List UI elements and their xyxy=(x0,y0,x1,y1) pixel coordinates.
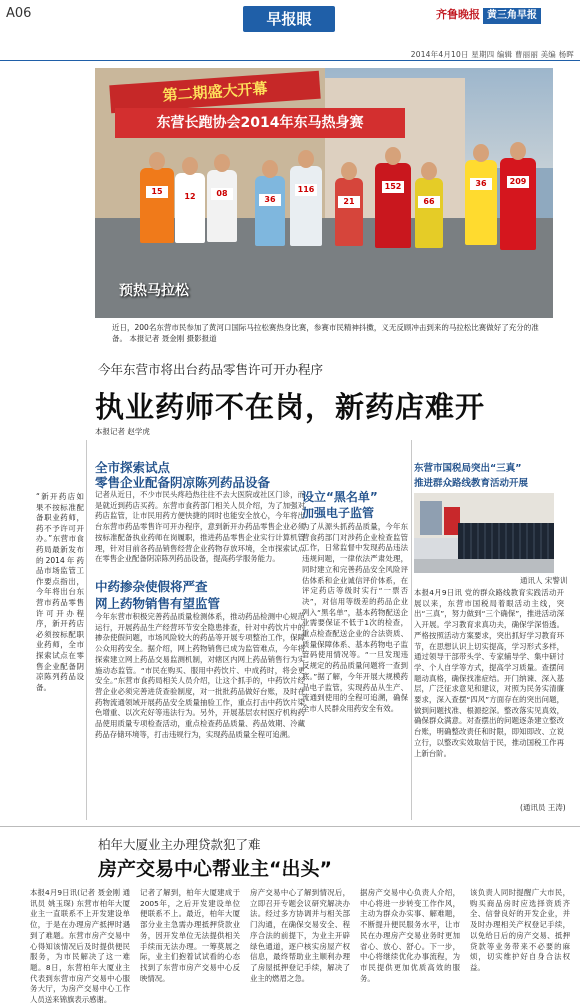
article3-columns xyxy=(30,888,575,1005)
article3-headline: 房产交易中心帮业主“出头” xyxy=(98,858,332,880)
photo-caption: 近日，200名东营市民参加了黄河口国际马拉松赛热身比赛，参赛市民精神抖擞，义无反顾冲击到来的马拉松比赛做好了充分的准备。 本报记者 聂金刚 摄影报道 xyxy=(112,323,539,343)
photo-overlay-caption: 预热马拉松 xyxy=(119,283,189,299)
section-divider xyxy=(0,826,580,827)
article3-column: 房产交易中心了解到情况后，立即召开专题会议研究解决办法。经过多方协调并与相关部门沟通，在确保交易安全、程序合法的前提下，为业主开辟绿色通道，逐户核实房屋产权信息，最终帮助业主顺利办理了房屋抵押登记手续，解决了业主的燃眉之急。 xyxy=(250,888,350,983)
article2-text: 本报4月9日讯 党的群众路线教育实践活动开展以来，东营市国税局着眼活动主线，突出“三真”，努力做到“三个确保”，推进活动深入开展。学习教育求真功夫，确保学深悟透。严格按照活动方案要求，突出抓好学习教育环节，在思想认识上切实提高，学习形式多样，通过领导干部带头学、专家辅导学、集中研讨学、个人自学等方式，提高学习质量。查摆问题动真格，确保找准症结。开门纳谏、深入基层，广泛征求意见和建议，对照为民务实清廉要求，深入查摆“四风”方面存在的突出问题，做到问题找准、根源挖深。整改落实见真效，确保群众满意。对查摆出的问题逐条建立整改台账，明确整改责任和时限，即知即改、立说立行，以整改实效取信于民，推动国税工作再上新台阶。 xyxy=(414,588,564,758)
photo-banner-main: 东营长跑协会2014年东马热身赛 xyxy=(115,108,405,138)
article1-subhead: 零售企业配备阴凉陈列药品设备 xyxy=(95,475,271,490)
photo-banner-small: 第二期盛大开幕 xyxy=(109,71,320,114)
article2-subhead: 东营市国税局突出“三真” xyxy=(414,463,522,474)
article3-column: 据房产交易中心负责人介绍，中心将进一步转变工作作风，主动为群众办实事、解难题，不断提升便民服务水平，让市民在办理房产交易业务时更加省心、放心、舒心。下一步，中心将继续优化办事流程，为市民提供更加优质高效的服务。 xyxy=(360,888,460,983)
article1-text: 今年东营市积极完善药品质量检测体系，推动药品检测中心规范运行，开展药品生产经营环节安全隐患排查，针对中药饮片中的掺杂使假问题，市场风险较大的药品等开展专项整治工作，保障公众用药安全。据介绍，网上药物销售已成为监管难点，今年将探索建立网上药品交易监测机制，对辖区内网上药品销售行为实施动态监管。“市民在购买、服用中药饮片、中成药时，将会更安全。”东营市食药局相关人员介绍，让这个抓手的，中药饮片经营企业必须完善进货查验制度，对一批批药品做好台账，及时在药物流通领域开展药品安全质量抽验工作，重点打击中药饮片染色增重、以次充好等违法行为。另外，开展基层农村医疗机构药品使用质量专项检查活动，重点检查药品质量、药品效期、冷藏药品存储环境等，打击违规行为，实现药品质量全程可追溯。 xyxy=(95,612,305,739)
article3-kicker: 柏年大厦业主办理贷款犯了难 xyxy=(98,837,261,852)
article1-sidebar-summary: “新开药店如果不按标准配备职业药师，药不予许可开办。”东营市食药局最新发布的2014年药品市场监管工作要点指出，今年将出台东营市药品零售许可开办程序，新开药店必须按标配职业药师，全市探索试点在零售企业配备阴凉陈列药品设备。 xyxy=(36,492,84,692)
article1-subhead: 加强电子监管 xyxy=(302,506,375,520)
article3-column: 该负责人同时提醒广大市民，购买商品房时应选择资质齐全、信誉良好的开发企业，并及时办理相关产权登记手续，以免给日后的房产交易、抵押贷款等业务带来不必要的麻烦，切实维护好自身合法权益。 xyxy=(470,888,570,972)
page-number: A06 xyxy=(6,6,32,21)
meeting-photo xyxy=(414,493,554,573)
article2-signature: (通讯员 王涛) xyxy=(520,803,566,812)
article3-column: 记者了解到，柏年大厦建成于2005年，之后开发建设单位便联系不上。最近，柏年大厦部分业主急需办理抵押贷款业务，因开发单位无法提供相关手续而无法办理。一筹莫展之际，业主们抱着试试看的心态找到了东营市房产交易中心反映情况。 xyxy=(140,888,240,983)
header-rule xyxy=(0,60,580,61)
article1-text: 为了从源头抓药品质量，今年东营食药部门对涉药企业检查监管工作，日常监督中发现药品违法违规问题，一律依法严肃处理，同时建立和完善药品安全风险评估体系和企业诚信评价体系，在评定药店等级时实行“一票否决”，对信用等级差的药品企业列入“黑名单”，基本药物配送企业需要保证不低于1次的检查，重点检查配送企业的合法资质、质量保障体系、基本药物电子监管码使用情况等。“一旦发现违反规定的药品质量问题将一查到底。”据了解，今年开展大规模药品电子监管，实现药品从生产、流通到使用的全程可追溯，确保全市人民群众用药安全有效。 xyxy=(302,522,408,713)
photo-credit: 通讯人 宋警训 xyxy=(520,576,568,585)
section-title: 早报眼 xyxy=(243,6,335,32)
column-divider xyxy=(86,440,87,820)
newspaper-logo xyxy=(436,6,576,24)
article3-column: 本报4月9日讯(记者 聂金刚 通讯员 姚玉琛) 东营市柏年大厦业主一直联系不上开发建设单位，于是在办理房产抵押时遇到了难题。东营市房产交易中心得知该情况后及时提供便民服务，为市民解决了这一难题。8日，东营柏年大厦业主代表到东营市房产交易中心服务大厅，为房产交易中心工作人员送来锦旗表示感谢。 xyxy=(30,888,130,1005)
date-editor-line: 2014年4月10日 星期四 编辑 曹丽丽 美编 杨晖 xyxy=(410,50,574,59)
article1-byline: 本报记者 赵学虎 xyxy=(95,427,150,436)
article1-subhead: 中药掺杂使假将严查 xyxy=(95,579,208,594)
article1-subhead: 设立“黑名单” xyxy=(302,490,378,504)
article1-kicker: 今年东营市将出台药品零售许可开办程序 xyxy=(98,362,324,377)
article1-headline: 执业药师不在岗，新药店难开 xyxy=(95,390,486,424)
article1-subhead: 网上药物销售有望监管 xyxy=(95,596,221,611)
logo-text: 齐鲁晚报 xyxy=(436,8,480,21)
column-divider xyxy=(411,440,412,820)
marathon-photo: 第二期盛大开幕 东营长跑协会2014年东马热身赛 15 12 08 36 116 21 152 66 36 209 预热马拉松 xyxy=(95,68,553,318)
article1-subhead: 全市探索试点 xyxy=(95,460,171,475)
article2-subhead: 推进群众路线教育活动开展 xyxy=(414,478,529,489)
article1-text: 记者从近日，不少市民头疼趋热往往不去大医院或社区门诊，而是就近到药店买药。东营市食药部门相关人员介绍，为了加强对药店监管，让市民用药方便快捷的同时也能安全放心，今年将出台东营市药品零售许可开办程序，意到新开办药品零售企业必须按标准配备执业药师在岗履职，推进药品零售企业实行计算机管理，针对目前各药品销售经营企业药物存放环境，全市探索试点在零售企业配备阴凉陈列药品设备，提高药学服务能力。 xyxy=(95,490,305,564)
logo-badge: 黄三角早报 xyxy=(483,8,541,24)
